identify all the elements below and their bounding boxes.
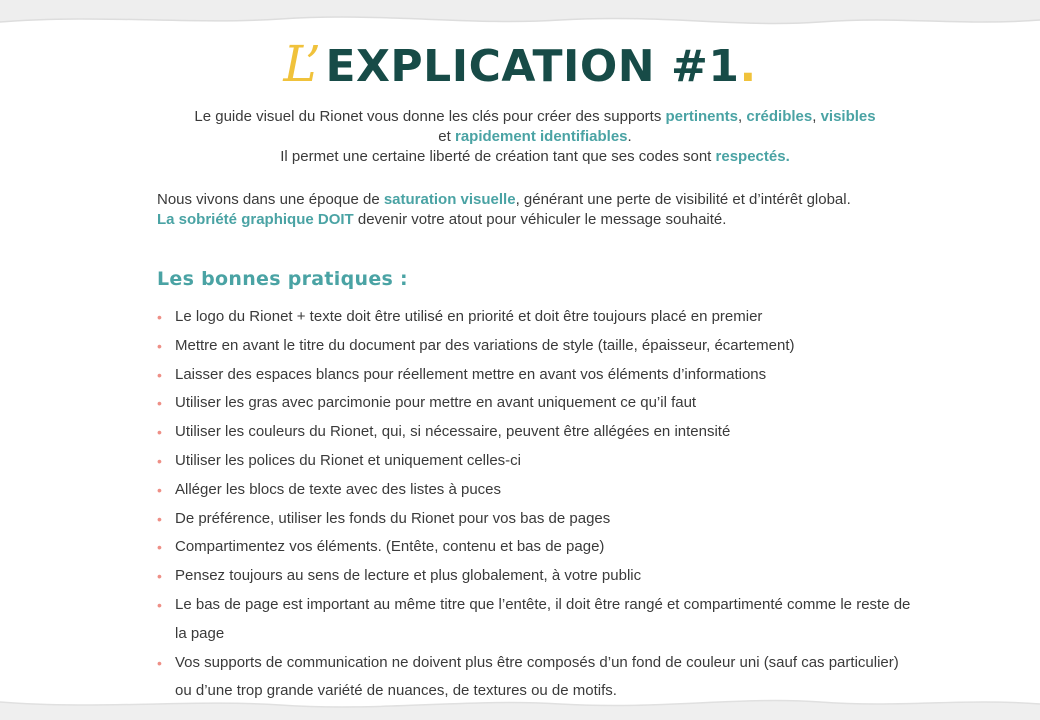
list-item-text: Utiliser les gras avec parcimonie pour mettre en avant uniquement ce qu’il faut: [175, 394, 697, 412]
bullet-dot-icon: •: [157, 309, 162, 325]
list-item: [157, 389, 917, 418]
highlight-saturation-visuelle: saturation visuelle: [383, 191, 516, 208]
intro-text-span: ,: [812, 108, 821, 125]
bullet-dot-icon: •: [157, 424, 162, 441]
intro-text-span: .: [627, 128, 632, 145]
best-practices-list: [157, 303, 917, 706]
highlight-respectes: respectés.: [715, 148, 790, 165]
list-item: [157, 649, 917, 707]
bullet-dot-icon: •: [157, 337, 162, 354]
list-item-text: Compartimentez vos éléments. (Entête, contenu et bas de page): [175, 538, 605, 556]
torn-paper-top-edge: [0, 0, 1040, 40]
list-item-text: Pensez toujours au sens de lecture et plus globalement, à votre public: [175, 567, 642, 585]
bullet-dot-icon: •: [157, 452, 162, 469]
bullet-dot-icon: •: [157, 510, 162, 527]
intro-line-3: [110, 147, 960, 167]
list-item: [157, 591, 917, 649]
list-item: [157, 303, 917, 332]
intro-text-span: Il permet une certaine liberté de création tant que ses codes sont: [280, 148, 716, 165]
intro-line-2: [110, 127, 960, 147]
bullet-dot-icon: •: [157, 568, 162, 585]
list-item: [157, 418, 917, 447]
paragraph-text-span: Nous vivons dans une époque de: [157, 191, 384, 208]
bullet-dot-icon: •: [157, 481, 162, 498]
title-main-text: EXPLICATION #1: [325, 41, 740, 92]
list-item: [157, 447, 917, 476]
list-item-text: Mettre en avant le titre du document par des variations de style (taille, épaisseur, écartement): [175, 336, 795, 354]
highlight-pertinents: pertinents: [665, 108, 739, 125]
intro-line-1: [110, 107, 960, 127]
intro-text-span: ,: [738, 108, 747, 125]
intro-text-span: et: [438, 128, 455, 145]
highlight-visibles: visibles: [820, 108, 876, 125]
section-title: Les bonnes pratiques :: [157, 268, 408, 290]
list-item-text: Laisser des espaces blancs pour réellement mettre en avant vos éléments d’informations: [175, 365, 767, 383]
paragraph-text-span: devenir votre atout pour véhiculer le message souhaité.: [353, 211, 727, 228]
list-item: [157, 505, 917, 534]
context-paragraph: [157, 190, 857, 230]
list-item: [157, 562, 917, 591]
highlight-sobriete-graphique: La sobriété graphique DOIT: [157, 211, 354, 228]
bullet-dot-icon: •: [157, 395, 162, 412]
paragraph-text-span: , générant une perte de visibilité et d’intérêt global.: [515, 191, 851, 208]
list-item-text: Utiliser les polices du Rionet et uniquement celles-ci: [175, 451, 521, 469]
bullet-dot-icon: •: [157, 596, 162, 613]
intro-text-span: Le guide visuel du Rionet vous donne les clés pour créer des supports: [194, 108, 666, 125]
highlight-credibles: crédibles: [746, 108, 813, 125]
list-item: [157, 361, 917, 390]
list-item: [157, 533, 917, 562]
list-item-text: Le bas de page est important au même titre que l’entête, il doit être rangé et compartimenté comme le reste de la page: [175, 595, 911, 642]
page-title: [0, 36, 1040, 95]
title-stylized-letter: L’: [283, 35, 322, 93]
list-item: [157, 476, 917, 505]
bullet-dot-icon: •: [157, 539, 162, 556]
list-item-text: De préférence, utiliser les fonds du Rionet pour vos bas de pages: [175, 509, 611, 527]
intro-text: [110, 107, 960, 167]
list-item: [157, 332, 917, 361]
list-item-text: Vos supports de communication ne doivent plus être composés d’un fond de couleur uni (sauf cas particulier) ou d’une trop grande variété de nuances, de textures ou de motifs.: [175, 653, 899, 700]
list-item-text: Alléger les blocs de texte avec des listes à puces: [175, 480, 502, 498]
bullet-dot-icon: •: [157, 654, 162, 671]
list-item-text: Utiliser les couleurs du Rionet, qui, si nécessaire, peuvent être allégées en intensité: [175, 423, 731, 441]
list-item-text: Le logo du Rionet + texte doit être utilisé en priorité et doit être toujours placé en premier: [175, 308, 763, 325]
bullet-dot-icon: •: [157, 366, 162, 383]
highlight-rapidement-identifiables: rapidement identifiables: [454, 128, 628, 145]
title-dot: .: [739, 41, 757, 92]
